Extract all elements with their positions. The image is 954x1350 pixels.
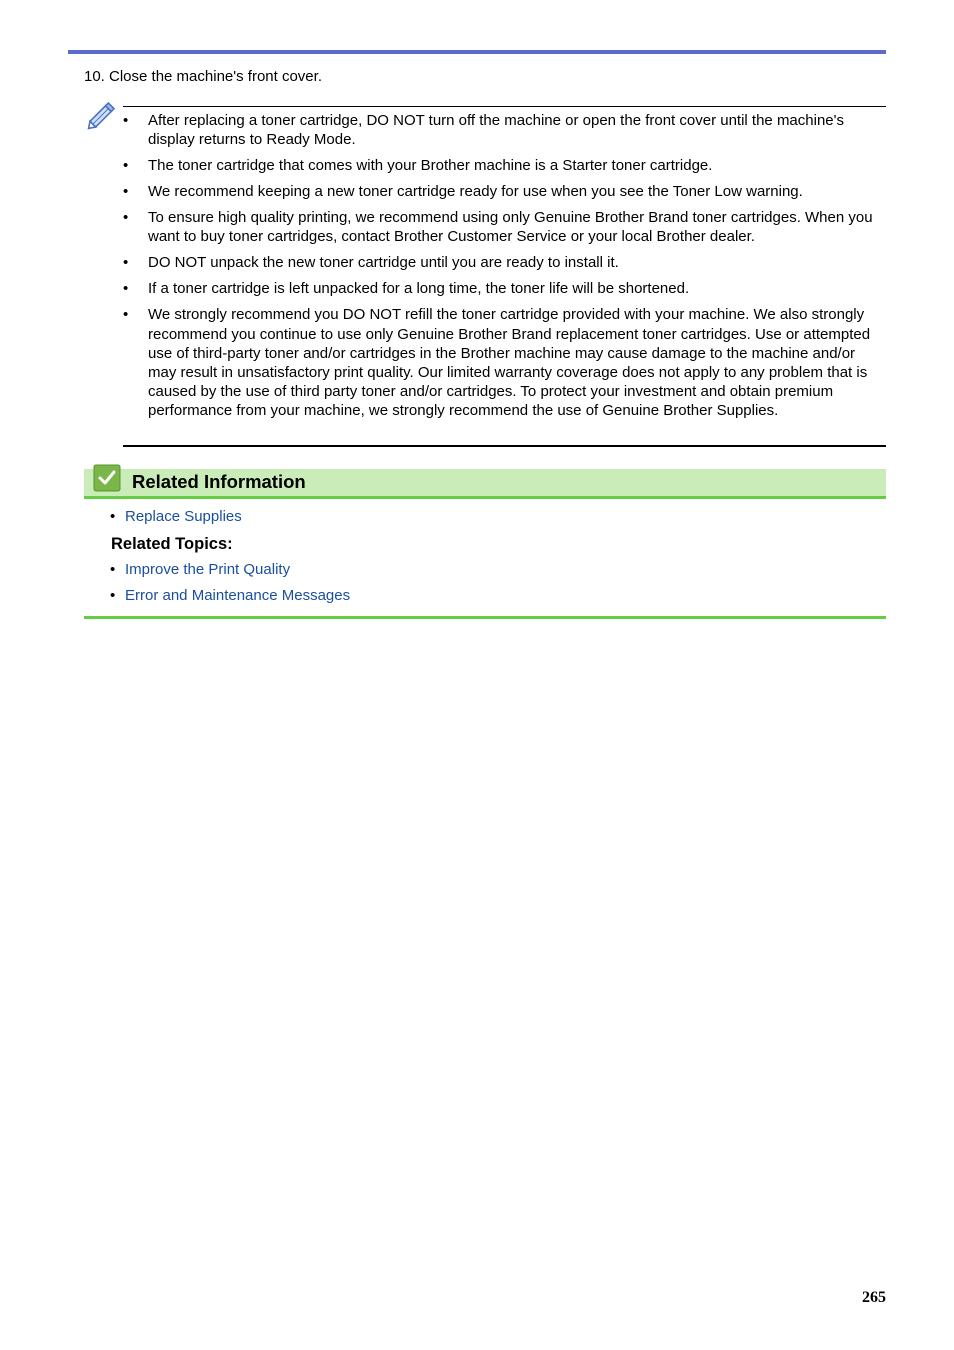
list-item — [110, 560, 350, 579]
related-topics-links — [110, 560, 350, 612]
note-item: • If a toner cartridge is left unpacked for a long time, the toner life will be shortened. — [123, 279, 886, 298]
note-item: • To ensure high quality printing, we recommend using only Genuine Brother Brand toner cartridges. When you want to buy toner cartridges, contact Brother Customer Service or your local Brother dealer. — [123, 208, 886, 246]
note-item: • DO NOT unpack the new toner cartridge until you are ready to install it. — [123, 253, 886, 272]
related-bottom-rule — [84, 616, 886, 619]
list-item — [110, 586, 350, 605]
header-rule — [68, 50, 886, 54]
related-information-header — [84, 469, 886, 499]
step-text: 10. Close the machine's front cover. — [84, 68, 322, 85]
note-item: • We strongly recommend you DO NOT refill the toner cartridge provided with your machine. We also strongly recommend you continue to use only Genuine Brother Brand replacement toner cartridges. Use or attempted use of third-party toner and/or cartridges in the Brother machine may cause damage to the machine and/or may result in unsatisfactory print quality. Our limited warranty coverage does not apply to any problem that is caused by the use of third party toner and/or cartridges. To protect your investment and obtain premium performance from your machine, we strongly recommend the use of Genuine Brother Supplies. — [123, 305, 886, 420]
note-top-rule — [123, 106, 886, 107]
page-number: 265 — [862, 1289, 886, 1306]
pencil-icon — [86, 99, 118, 131]
note-item: • The toner cartridge that comes with your Brother machine is a Starter toner cartridge. — [123, 156, 886, 175]
related-topics-title: Related Topics: — [111, 535, 233, 553]
link-replace-supplies[interactable]: Replace Supplies — [125, 508, 242, 525]
note-item: • After replacing a toner cartridge, DO NOT turn off the machine or open the front cover until the machine's display returns to Ready Mode. — [123, 111, 886, 149]
related-links — [110, 507, 242, 533]
note-bottom-rule — [123, 445, 886, 447]
link-error-maintenance-messages[interactable]: Error and Maintenance Messages — [125, 587, 351, 604]
link-improve-print-quality[interactable]: Improve the Print Quality — [125, 561, 291, 578]
related-information-title: Related Information — [132, 471, 306, 492]
note-item: • We recommend keeping a new toner cartridge ready for use when you see the Toner Low warning. — [123, 182, 886, 201]
list-item — [110, 507, 242, 526]
note-list — [123, 111, 886, 427]
checkmark-icon — [93, 464, 121, 492]
